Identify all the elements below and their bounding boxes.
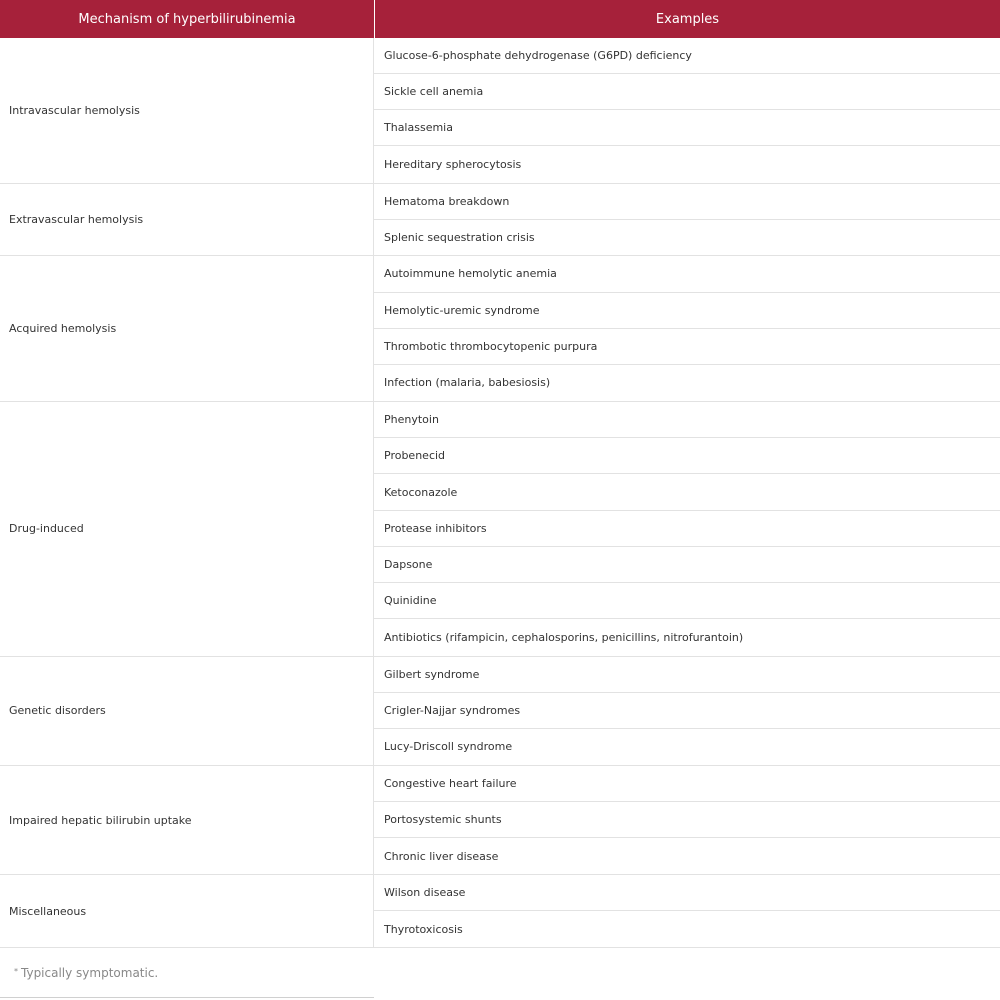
- table-row: [0, 766, 1000, 875]
- example-cell: Splenic sequestration crisis: [384, 230, 535, 244]
- examples-list: [374, 38, 1000, 183]
- example-cell: Crigler-Najjar syndromes: [374, 693, 1000, 729]
- footnote-text: Typically symptomatic.: [21, 966, 159, 980]
- table-body: [0, 38, 1000, 948]
- footnote-marker: *: [14, 966, 18, 976]
- example-cell: Autoimmune hemolytic anemia: [374, 256, 1000, 292]
- table-row: [0, 184, 1000, 257]
- examples-list: [374, 766, 1000, 874]
- table-row: [0, 38, 1000, 184]
- footnote: [0, 949, 374, 998]
- table-row: [0, 256, 1000, 402]
- examples-list: [374, 256, 1000, 401]
- mechanism-cell: Genetic disorders: [0, 657, 374, 765]
- header-mechanism: Mechanism of hyperbilirubinemia: [0, 0, 374, 38]
- example-cell: Quinidine: [374, 583, 1000, 619]
- example-cell: Hereditary spherocytosis: [384, 158, 522, 172]
- example-cell: Sickle cell anemia: [374, 74, 1000, 110]
- example-cell: Dapsone: [374, 547, 1000, 583]
- table-row: [0, 657, 1000, 766]
- table-row: [0, 402, 1000, 657]
- example-cell: Hematoma breakdown: [374, 184, 1000, 220]
- example-cell: Antibiotics (rifampicin, cephalosporins, penicillins, nitrofurantoin): [384, 631, 744, 645]
- example-cell: Portosystemic shunts: [374, 802, 1000, 838]
- example-cell: Chronic liver disease: [384, 849, 499, 863]
- example-cell: Thalassemia: [374, 110, 1000, 146]
- header-examples: Examples: [375, 0, 1000, 38]
- example-cell: Phenytoin: [374, 402, 1000, 438]
- mechanism-cell: Acquired hemolysis: [0, 256, 374, 401]
- mechanism-cell: Extravascular hemolysis: [0, 184, 374, 256]
- example-cell: Thrombotic thrombocytopenic purpura: [374, 329, 1000, 365]
- examples-list: [374, 657, 1000, 765]
- example-cell: Congestive heart failure: [374, 766, 1000, 802]
- example-cell: Glucose-6-phosphate dehydrogenase (G6PD) deficiency: [374, 38, 1000, 74]
- example-cell: Gilbert syndrome: [374, 657, 1000, 693]
- example-cell: Wilson disease: [374, 875, 1000, 911]
- table-header: [0, 0, 1000, 38]
- table-row: [0, 875, 1000, 948]
- example-cell: Thyrotoxicosis: [384, 922, 463, 936]
- example-cell: Probenecid: [374, 438, 1000, 474]
- mechanism-cell: Drug-induced: [0, 402, 374, 656]
- mechanism-cell: Miscellaneous: [0, 875, 374, 947]
- example-cell: Ketoconazole: [374, 474, 1000, 510]
- examples-list: [374, 184, 1000, 256]
- examples-list: [374, 875, 1000, 947]
- example-cell: Lucy-Driscoll syndrome: [384, 740, 513, 754]
- example-cell: Protease inhibitors: [374, 511, 1000, 547]
- mechanism-cell: Intravascular hemolysis: [0, 38, 374, 183]
- example-cell: Infection (malaria, babesiosis): [384, 376, 551, 390]
- examples-list: [374, 402, 1000, 656]
- mechanism-cell: Impaired hepatic bilirubin uptake: [0, 766, 374, 874]
- example-cell: Hemolytic-uremic syndrome: [374, 293, 1000, 329]
